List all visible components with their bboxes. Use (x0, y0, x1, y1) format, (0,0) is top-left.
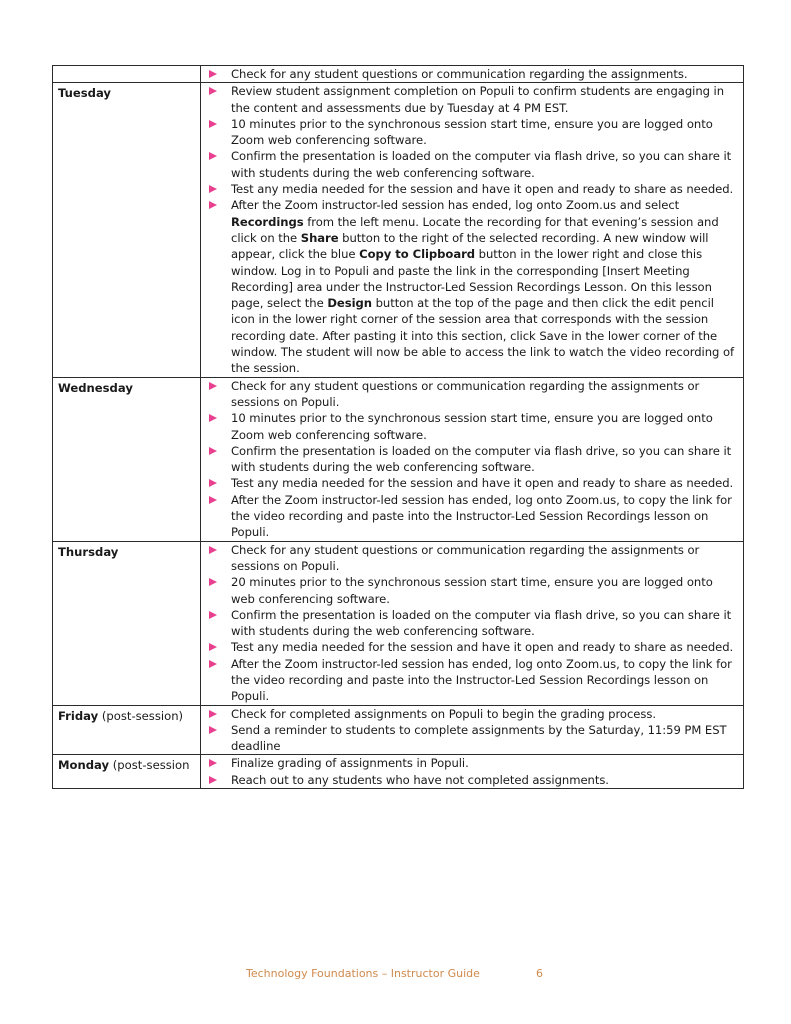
task-list (201, 66, 743, 82)
triangle-bullet-icon (209, 120, 217, 128)
task-text: Check for any student questions or communication regarding the assignments or sessions on Populi. (231, 542, 700, 573)
day-label: Tuesday (58, 86, 111, 101)
task-text: 20 minutes prior to the synchronous session start time, ensure you are logged onto web conferencing software. (231, 575, 713, 606)
tasks-cell (201, 66, 744, 83)
task-item (201, 66, 737, 82)
task-item (201, 181, 737, 197)
day-cell (53, 66, 201, 83)
triangle-bullet-icon (209, 496, 217, 504)
task-item (201, 378, 737, 411)
task-item (201, 639, 737, 655)
tasks-cell (201, 541, 744, 705)
triangle-bullet-icon (209, 382, 217, 390)
task-item (201, 492, 737, 541)
triangle-bullet-icon (209, 447, 217, 455)
task-text: Test any media needed for the session and have it open and ready to share as needed. (231, 476, 734, 491)
task-item (201, 197, 737, 376)
task-item (201, 148, 737, 181)
task-text: Confirm the presentation is loaded on the computer via flash drive, so you can share it with students during the web conferencing software. (231, 607, 732, 639)
footer-title: Technology Foundations – Instructor Guide (246, 967, 480, 980)
task-text: 10 minutes prior to the synchronous session start time, ensure you are logged onto Zoom web conferencing software. (231, 116, 713, 148)
day-cell (53, 755, 201, 789)
task-text: Finalize grading of assignments in Populi. (231, 756, 469, 771)
triangle-bullet-icon (209, 414, 217, 422)
triangle-bullet-icon (209, 152, 217, 160)
task-text: Check for completed assignments on Populi to begin the grading process. (231, 706, 657, 721)
day-label: Friday (58, 708, 99, 723)
tasks-cell (201, 755, 744, 789)
schedule-table (52, 65, 744, 789)
task-list (201, 755, 743, 788)
tasks-cell (201, 705, 744, 755)
triangle-bullet-icon (209, 578, 217, 586)
task-item (201, 83, 737, 116)
task-text: from the left menu. Locate the recording for that evening’s session and click on the (231, 214, 719, 245)
schedule-row (53, 83, 744, 377)
task-text-bold: Design (327, 296, 372, 311)
task-list (201, 706, 743, 755)
day-cell (53, 377, 201, 541)
task-item (201, 755, 737, 771)
task-text: Test any media needed for the session and have it open and ready to share as needed. (231, 640, 734, 655)
day-label: Wednesday (58, 380, 133, 395)
task-item (201, 772, 737, 788)
triangle-bullet-icon (209, 185, 217, 193)
task-item (201, 116, 737, 149)
task-item (201, 706, 737, 722)
task-list (201, 378, 743, 541)
day-label: Thursday (58, 544, 119, 559)
triangle-bullet-icon (209, 759, 217, 767)
schedule-row (53, 66, 744, 83)
task-text: After the Zoom instructor-led session has ended, log onto Zoom.us and select (231, 198, 680, 213)
schedule-row (53, 377, 744, 541)
triangle-bullet-icon (209, 611, 217, 619)
task-item (201, 574, 737, 607)
task-text: Send a reminder to students to complete assignments by the Saturday, 11:59 PM EST deadline (231, 722, 727, 754)
day-note: (post-session) (98, 708, 184, 723)
day-note: (post-session (109, 758, 190, 773)
triangle-bullet-icon (209, 660, 217, 668)
task-text: After the Zoom instructor-led session has ended, log onto Zoom.us, to copy the link for the video recording and paste into the Instructor-Led Session Recordings lesson on Populi. (231, 492, 732, 540)
triangle-bullet-icon (209, 546, 217, 554)
schedule-row (53, 705, 744, 755)
tasks-cell (201, 83, 744, 377)
task-text: button in the lower right and close this window. Log in to Populi and paste the link in the corresponding [Insert Meeting Recording] area under the Instructor-Led Session Recordings Lesson. On this lesson page, select the (231, 247, 712, 311)
task-text: Check for any student questions or communication regarding the assignments or sessions on Populi. (231, 378, 700, 409)
page-footer (246, 967, 543, 980)
task-item (201, 607, 737, 640)
task-list (201, 542, 743, 705)
task-text: After the Zoom instructor-led session has ended, log onto Zoom.us, to copy the link for the video recording and paste into the Instructor-Led Session Recordings lesson on Populi. (231, 656, 732, 704)
schedule-body (53, 66, 744, 789)
task-text: Reach out to any students who have not completed assignments. (231, 772, 609, 787)
triangle-bullet-icon (209, 710, 217, 718)
triangle-bullet-icon (209, 643, 217, 651)
triangle-bullet-icon (209, 479, 217, 487)
task-text: button to the right of the selected recording. A new window will appear, click the blue (231, 230, 709, 262)
task-item (201, 443, 737, 476)
task-text: button at the top of the page and then click the edit pencil icon in the lower right corner of the session area that corresponds with the session recording date. After pasting it into this section, click Save in the lower corner of the window. The student will now be able to access the link to watch the video recording of the session. (231, 296, 735, 376)
day-label: Monday (58, 758, 110, 773)
schedule-row (53, 755, 744, 789)
task-text: Review student assignment completion on Populi to confirm students are engaging in the content and assessments due by Tuesday at 4 PM EST. (231, 84, 725, 115)
triangle-bullet-icon (209, 776, 217, 784)
task-item (201, 410, 737, 443)
task-text-bold: Copy to Clipboard (359, 247, 476, 262)
task-text-bold: Share (300, 230, 339, 245)
triangle-bullet-icon (209, 201, 217, 209)
page-number: 6 (536, 967, 543, 980)
triangle-bullet-icon (209, 87, 217, 95)
task-text: Confirm the presentation is loaded on the computer via flash drive, so you can share it with students during the web conferencing software. (231, 149, 732, 180)
triangle-bullet-icon (209, 726, 217, 734)
task-text: 10 minutes prior to the synchronous session start time, ensure you are logged onto Zoom web conferencing software. (231, 411, 713, 442)
task-text-bold: Recordings (231, 214, 304, 229)
task-item (201, 656, 737, 705)
task-text: Confirm the presentation is loaded on the computer via flash drive, so you can share it with students during the web conferencing software. (231, 443, 732, 475)
task-list (201, 83, 743, 376)
schedule-row (53, 541, 744, 705)
tasks-cell (201, 377, 744, 541)
task-text: Check for any student questions or communication regarding the assignments. (231, 67, 688, 81)
day-cell (53, 83, 201, 377)
triangle-bullet-icon (209, 70, 217, 78)
day-cell (53, 541, 201, 705)
task-text: Test any media needed for the session and have it open and ready to share as needed. (231, 182, 734, 197)
task-item (201, 542, 737, 575)
day-cell (53, 705, 201, 755)
task-item (201, 722, 737, 755)
task-item (201, 475, 737, 491)
